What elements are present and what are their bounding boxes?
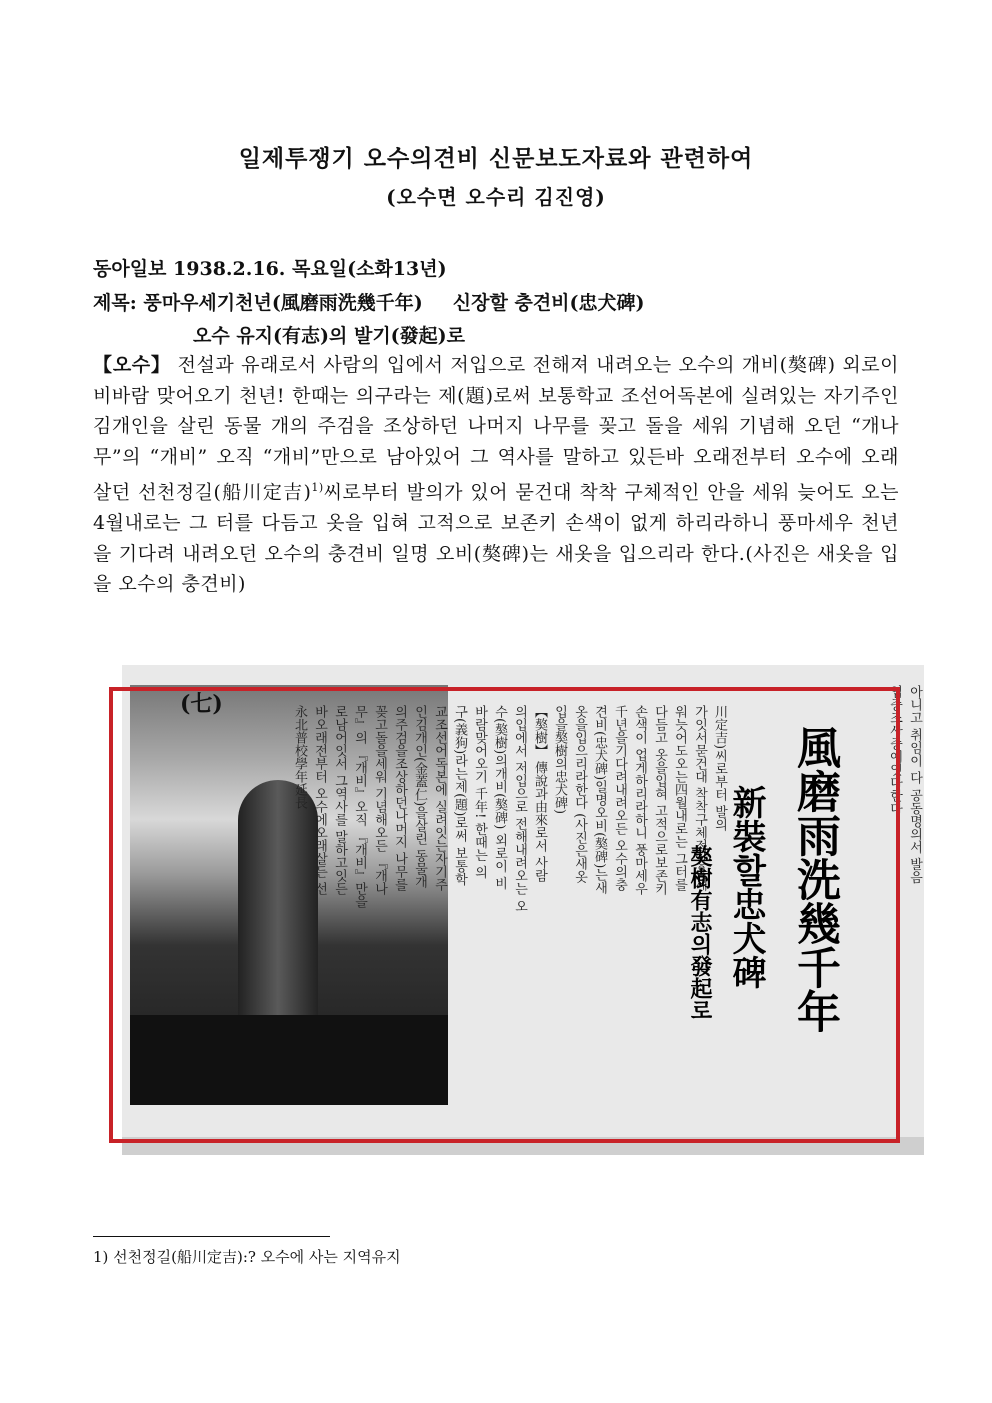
clipping-headline-sub: 新裝할忠犬碑 xyxy=(726,785,766,989)
clipping-column: 로남어잇서 그역사를 말하고잇든 xyxy=(332,705,347,896)
headline-subtitle: 신장할 충견비(忠犬碑) xyxy=(452,292,645,314)
document-title: 일제투쟁기 오수의견비 신문보도자료와 관련하여 xyxy=(238,145,754,172)
article-text-2: 씨로부터 발의가 있어 묻건대 착착 구체적인 안을 세워 늦어도 오는 4월내로는 그 터를 다듬고 옷을 입혀 고적으로 보존키 손색이 없게 하리라하니 풍마세우 천년을 기다려 내려오던 오수의 충견비 일명 오비(獒碑)는 새옷을 입으리라 한다.(사진은 새옷을 입을 오수의 충견비) xyxy=(93,481,899,596)
clipping-column: 다듬고 옷을입혀 고적으로보존키 xyxy=(652,705,667,896)
footnote-ref: 1) xyxy=(311,480,324,494)
clipping-column: 꽂고돌을세워 기념해오든 『개나 xyxy=(372,705,387,896)
source-line: 동아일보 1938.2.16. 목요일(소화13년) xyxy=(93,258,447,280)
clipping-column: 입을獒樹의忠犬碑) xyxy=(552,705,567,815)
clipping-column: 【獒樹】 傳說과由來로서 사람 xyxy=(532,705,547,883)
clipping-column: 견비(忠犬碑)일명오비(獒碑)는새 xyxy=(592,705,607,895)
clipping-column: 옷을입으리라한다 (사진은새옷 xyxy=(572,705,587,884)
clipping-column: 교조선어독본에 실려잇는자기주 xyxy=(432,705,447,892)
clipping-column: 아니고 취임이 다 공동명의서 발음 xyxy=(907,685,922,884)
headline-title: 제목: 풍마우세기천년(風磨雨洗幾千年) xyxy=(93,292,423,314)
clipping-headline-small: 獒樹有志의發起로 xyxy=(687,845,713,1021)
article-text-1: 전설과 유래로서 사람의 입에서 저입으로 전해져 내려오는 오수의 개비(獒碑) 외로이 비바람 맞어오기 천년! 한때는 의구라는 제(題)로써 보통학교 조선어독본에 실려있는 자기주인 김개인을 살린 동물 개의 주검을 조상하던 나머지 나무를 꽂고 돌을 세워 기념해 오던 “개나무”의 “개비” 오직 “개비”만으로 남아있어 그 역사를 말하고 있든바 오래전부터 오수에 오래 살던 선천정길(船川定吉) xyxy=(93,354,899,504)
clipping-column: 바람맞어오기 千年! 한때는 의 xyxy=(472,705,487,879)
clipping-column: 업중조사중에잇다한다 xyxy=(887,685,902,815)
clipping-column: 워늣어도오는四월내로는 그터를 xyxy=(672,705,687,892)
footnote: 1) 선천정길(船川定吉):? 오수에 사는 지역유지 xyxy=(93,1248,401,1266)
clipping-page-label: (七) xyxy=(180,691,223,717)
headline-line-1 xyxy=(93,288,645,315)
clipping-column: 수(獒樹)의개비(獒碑) 외로이 비 xyxy=(492,705,507,890)
clipping-column: 바오래전부터 오수에오래살든 선 xyxy=(312,705,327,896)
highlight-box xyxy=(109,687,900,1143)
clipping-column: 川定吉)씨로부터 발의 xyxy=(712,705,727,832)
clipping-column: 손색이 업게하리라하니 풍마세우 xyxy=(632,705,647,896)
clipping-column: 구(義狗)라는제(題)로써 보통학 xyxy=(452,705,467,886)
clipping-column: 永北普校學年延長 xyxy=(292,705,307,809)
clipping-column: 千년을기다려내려오든 오수의충 xyxy=(612,705,627,892)
article-body xyxy=(93,350,899,600)
article-lead: 【오수】 xyxy=(93,354,171,376)
clipping-column: 인김개인(金蓋仁)을살린 동물개 xyxy=(412,705,427,889)
clipping-headline-main: 風磨雨洗幾千年 xyxy=(789,725,840,1033)
clipping-column: 의주검을조상하던나머지 나무를 xyxy=(392,705,407,892)
clipping-column: 가잇서묻건대 착착구체적안을세 xyxy=(692,705,707,892)
headline-line-2: 오수 유지(有志)의 발기(發起)로 xyxy=(193,325,466,347)
document-subtitle: (오수면 오수리 김진영) xyxy=(386,185,606,209)
clipping-column: 무』의 『개비』오직 『개비』만을 xyxy=(352,705,367,909)
clipping-column: 의입에서 저입으로 전해내려오는 오 xyxy=(512,705,527,913)
footnote-divider xyxy=(93,1236,330,1237)
